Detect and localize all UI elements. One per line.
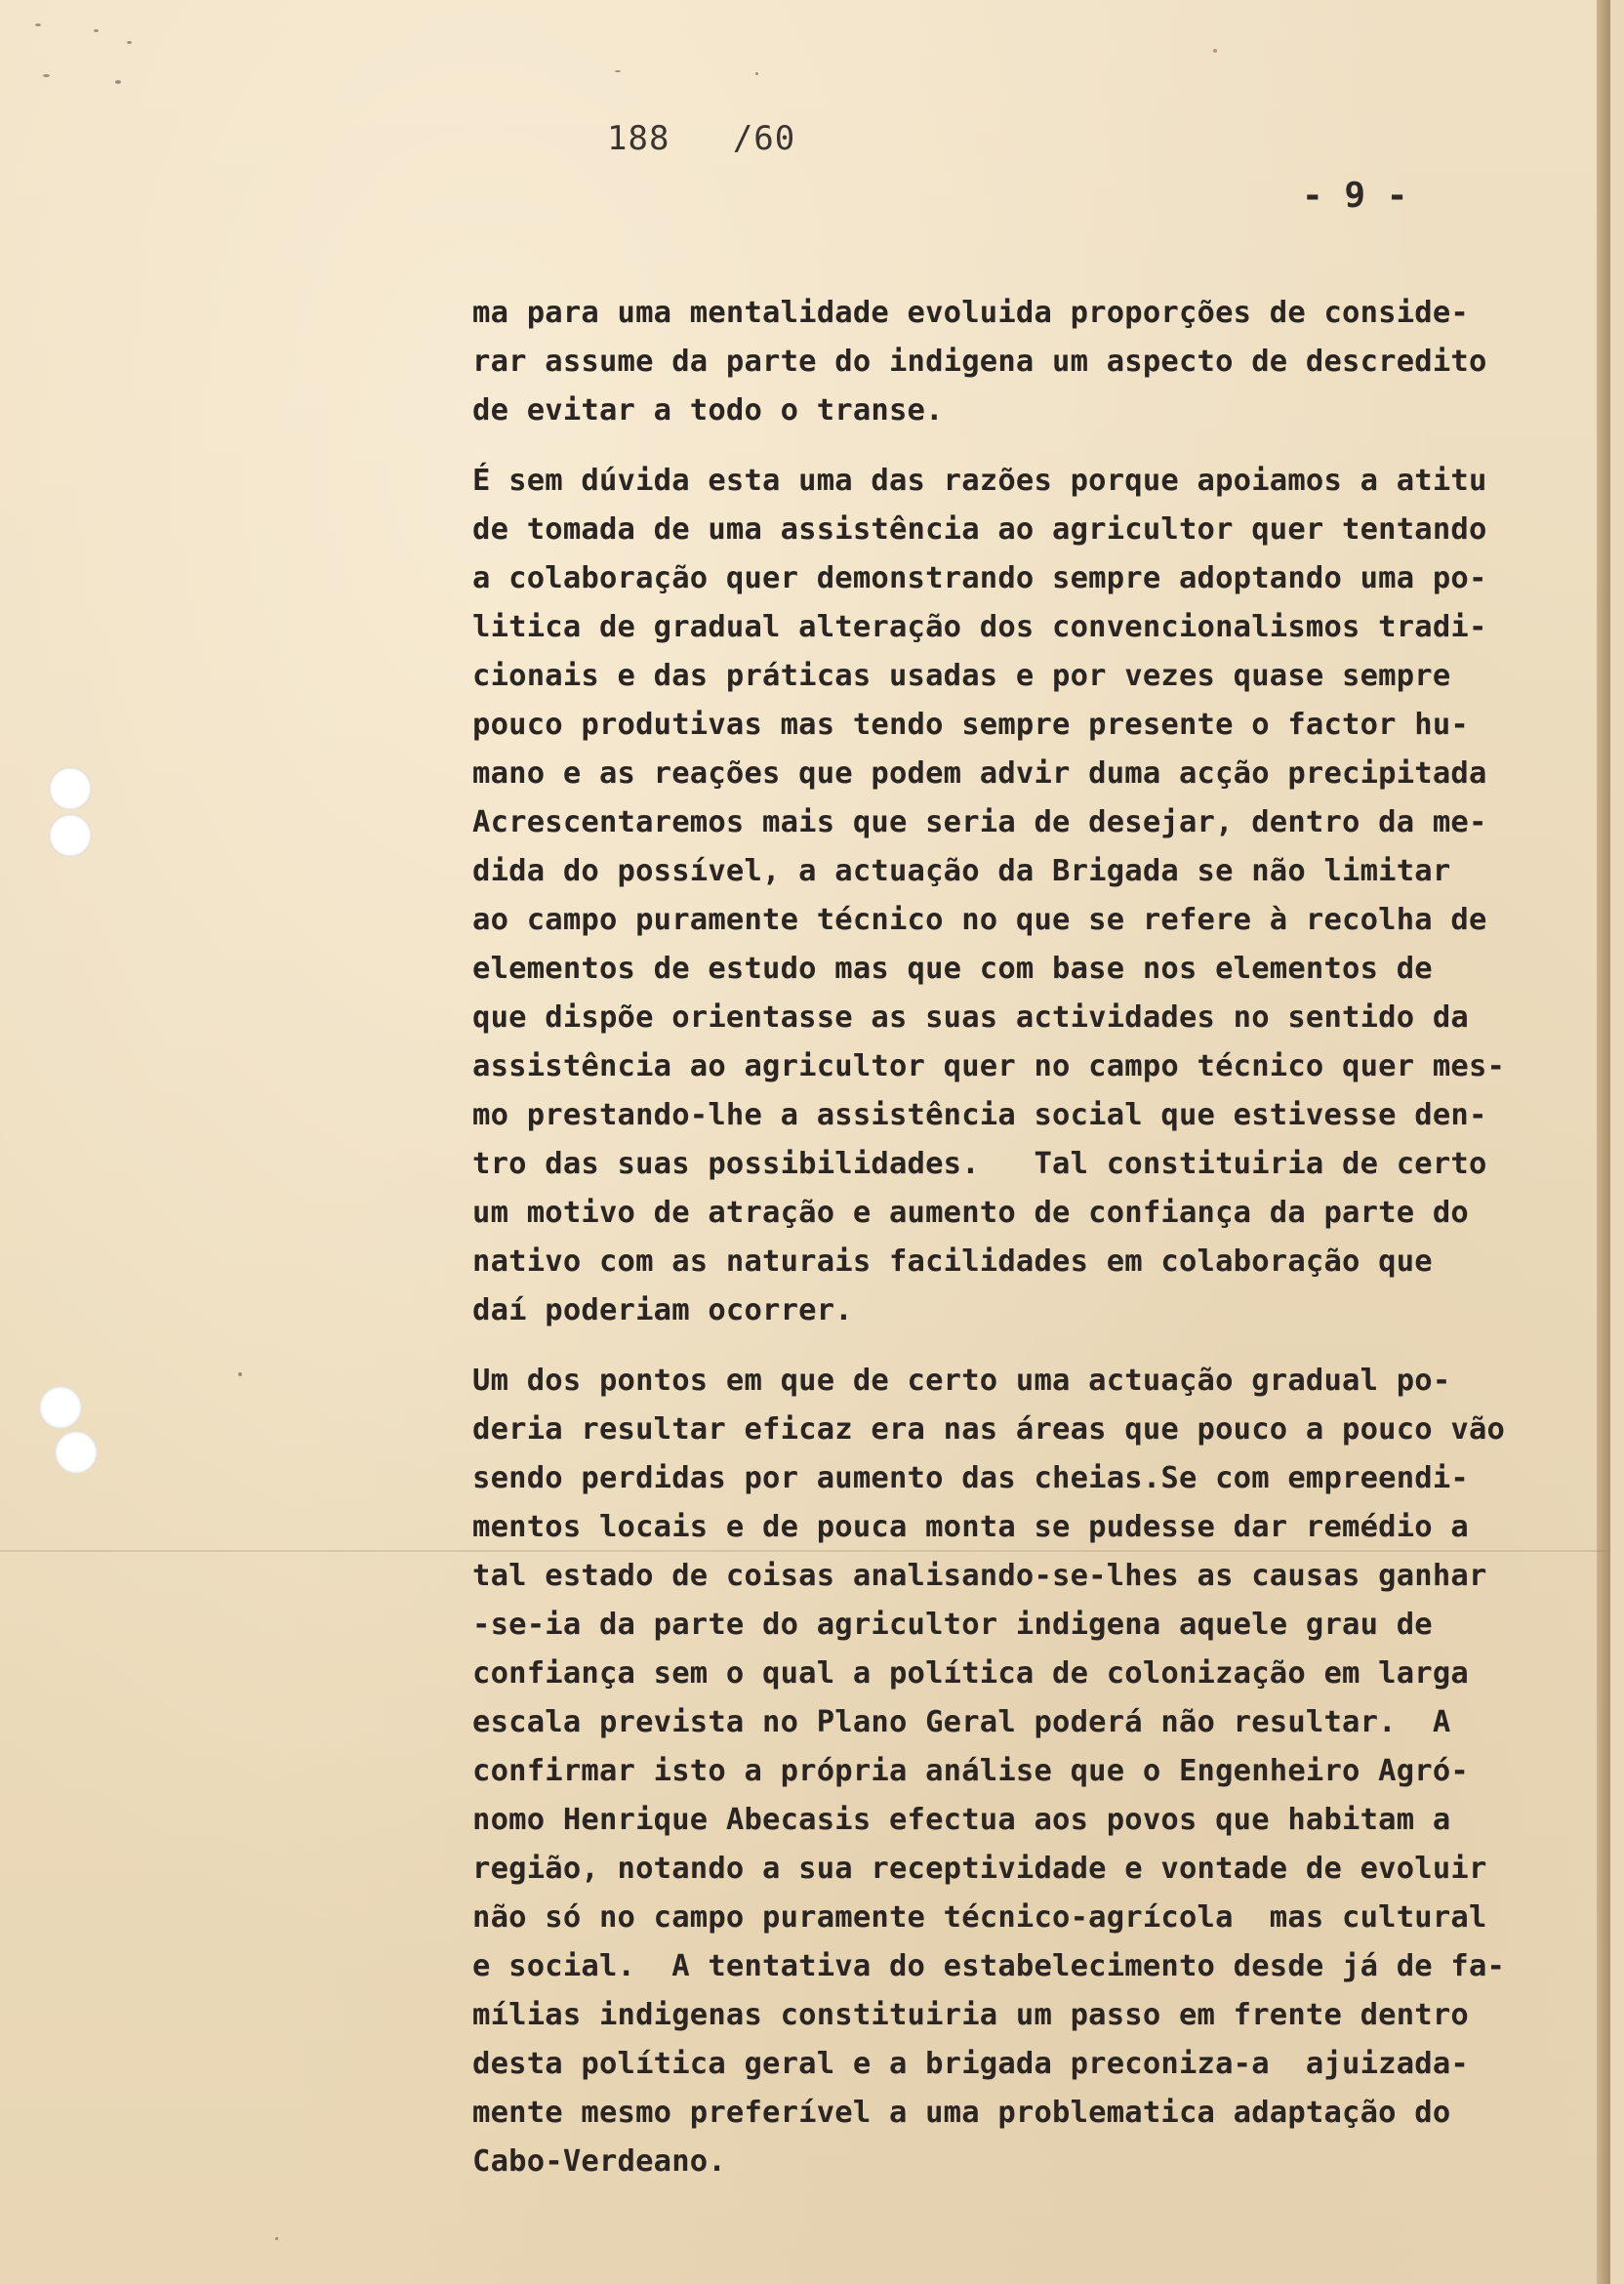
text-line: elementos de estudo mas que com base nos elementos de	[472, 952, 1433, 986]
text-line: É sem dúvida esta uma das razões porque apoiamos a atitu	[472, 464, 1487, 498]
text-line: confirmar isto a própria análise que o Engenheiro Agró-	[472, 1754, 1469, 1788]
paper-speck	[1213, 49, 1217, 53]
text-line: nativo com as naturais facilidades em colaboração que	[472, 1244, 1433, 1279]
text-line: mente mesmo preferível a uma problematica adaptação do	[472, 2096, 1451, 2130]
text-line: região, notando a sua receptividade e vontade de evoluir	[472, 1852, 1487, 1886]
text-line: escala prevista no Plano Geral poderá não resultar. A	[472, 1705, 1451, 1739]
text-line: mílias indigenas constituiria um passo em frente dentro	[472, 1998, 1469, 2032]
text-line: a colaboração quer demonstrando sempre adoptando uma po-	[472, 561, 1487, 595]
text-line: pouco produtivas mas tendo sempre presente o factor hu-	[472, 708, 1469, 742]
text-line: -se-ia da parte do agricultor indigena aquele grau de	[472, 1608, 1433, 1642]
text-line: ma para uma mentalidade evoluida proporções de conside-	[472, 296, 1469, 330]
text-line: daí poderiam ocorrer.	[472, 1293, 853, 1327]
text-line: Cabo-Verdeano.	[472, 2144, 726, 2179]
text-line: nomo Henrique Abecasis efectua aos povos que habitam a	[472, 1803, 1451, 1837]
text-line: sendo perdidas por aumento das cheias.Se com empreendi-	[472, 1461, 1469, 1495]
punch-hole	[49, 814, 92, 857]
text-line: confiança sem o qual a política de colonização em larga	[472, 1656, 1469, 1691]
text-line: que dispõe orientasse as suas actividades no sentido da	[472, 1000, 1469, 1035]
paper-speck	[115, 80, 121, 84]
paragraph	[472, 1357, 1624, 2186]
text-line: mo prestando-lhe a assistência social que estivesse den-	[472, 1098, 1487, 1132]
text-line: assistência ao agricultor quer no campo técnico quer mes-	[472, 1049, 1506, 1083]
paper-speck	[238, 1372, 242, 1376]
paper-speck	[43, 74, 50, 77]
text-line: dida do possível, a actuação da Brigada se não limitar	[472, 854, 1451, 888]
text-line: desta política geral e a brigada preconiza-a ajuizada-	[472, 2047, 1469, 2081]
text-line: Acrescentaremos mais que seria de desejar, dentro da me-	[472, 805, 1487, 839]
document-reference: 188 /60	[607, 119, 796, 158]
punch-hole	[55, 1431, 98, 1474]
paper-speck	[94, 29, 99, 32]
text-line: tal estado de coisas analisando-se-lhes as causas ganhar	[472, 1559, 1487, 1593]
text-line: de evitar a todo o transe.	[472, 393, 944, 428]
text-line: de tomada de uma assistência ao agricultor quer tentando	[472, 512, 1487, 547]
punch-hole	[49, 767, 92, 810]
paper-speck	[615, 70, 621, 72]
text-line: ao campo puramente técnico no que se refere à recolha de	[472, 903, 1487, 937]
text-line: tro das suas possibilidades. Tal constituiria de certo	[472, 1147, 1487, 1181]
page-number: - 9 -	[1302, 176, 1408, 216]
paper-speck	[275, 2237, 278, 2240]
text-line: cionais e das práticas usadas e por vezes quase sempre	[472, 659, 1451, 693]
text-line: mentos locais e de pouca monta se pudesse dar remédio a	[472, 1510, 1469, 1544]
paper-speck	[127, 41, 132, 44]
text-line: mano e as reações que podem advir duma acção precipitada	[472, 756, 1487, 791]
punch-hole	[39, 1386, 82, 1429]
paragraph	[472, 289, 1624, 435]
text-line: litica de gradual alteração dos convencionalismos tradi-	[472, 610, 1487, 644]
text-line: Um dos pontos em que de certo uma actuação gradual po-	[472, 1364, 1451, 1398]
body-text	[472, 289, 1624, 2208]
text-line: rar assume da parte do indigena um aspecto de descredito	[472, 345, 1487, 379]
text-line: um motivo de atração e aumento de confiança da parte do	[472, 1196, 1469, 1230]
text-line: e social. A tentativa do estabelecimento desde já de fa-	[472, 1949, 1506, 1983]
text-line: não só no campo puramente técnico-agrícola mas cultural	[472, 1900, 1487, 1935]
text-line: deria resultar eficaz era nas áreas que pouco a pouco vão	[472, 1412, 1506, 1447]
paragraph	[472, 457, 1624, 1335]
paper-speck	[35, 23, 41, 26]
paper-speck	[755, 72, 758, 75]
